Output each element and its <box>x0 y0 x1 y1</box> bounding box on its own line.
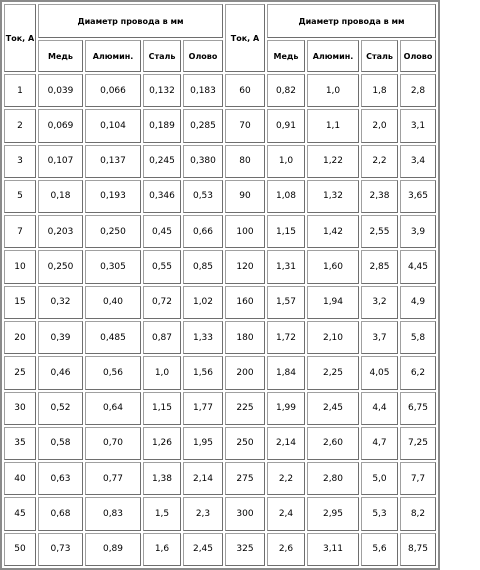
aluminium-cell-right: 2,80 <box>307 462 359 495</box>
copper-cell-right: 0,91 <box>267 109 305 142</box>
tin-cell-right: 7,7 <box>400 462 436 495</box>
current-cell-right: 300 <box>225 497 265 530</box>
tin-cell-right: 8,75 <box>400 533 436 566</box>
aluminium-cell-left: 0,250 <box>85 215 141 248</box>
current-cell-left: 1 <box>4 74 36 107</box>
current-cell-right: 225 <box>225 392 265 425</box>
tin-cell-left: 0,85 <box>183 250 223 283</box>
steel-cell-right: 2,2 <box>361 145 398 178</box>
material-header-copper-left: Медь <box>38 40 83 72</box>
steel-cell-right: 2,85 <box>361 250 398 283</box>
current-cell-right: 100 <box>225 215 265 248</box>
steel-cell-left: 1,15 <box>143 392 181 425</box>
table-row <box>4 109 436 142</box>
aluminium-cell-right: 1,22 <box>307 145 359 178</box>
copper-cell-left: 0,107 <box>38 145 83 178</box>
copper-cell-right: 1,72 <box>267 321 305 354</box>
current-cell-right: 250 <box>225 427 265 460</box>
steel-cell-right: 2,55 <box>361 215 398 248</box>
material-header-aluminium-left: Алюмин. <box>85 40 141 72</box>
steel-cell-right: 4,05 <box>361 356 398 389</box>
copper-cell-left: 0,73 <box>38 533 83 566</box>
steel-cell-left: 0,45 <box>143 215 181 248</box>
copper-cell-left: 0,250 <box>38 250 83 283</box>
aluminium-cell-left: 0,70 <box>85 427 141 460</box>
table-row <box>4 462 436 495</box>
copper-cell-left: 0,68 <box>38 497 83 530</box>
aluminium-cell-right: 1,42 <box>307 215 359 248</box>
copper-cell-left: 0,39 <box>38 321 83 354</box>
steel-cell-left: 0,87 <box>143 321 181 354</box>
tin-cell-right: 6,2 <box>400 356 436 389</box>
steel-cell-right: 1,8 <box>361 74 398 107</box>
current-cell-left: 20 <box>4 321 36 354</box>
current-cell-left: 7 <box>4 215 36 248</box>
current-cell-left: 5 <box>4 180 36 213</box>
material-header-steel-left: Сталь <box>143 40 181 72</box>
table-row <box>4 356 436 389</box>
current-cell-left: 40 <box>4 462 36 495</box>
tin-cell-right: 6,75 <box>400 392 436 425</box>
current-cell-right: 80 <box>225 145 265 178</box>
aluminium-cell-right: 1,32 <box>307 180 359 213</box>
steel-cell-right: 4,7 <box>361 427 398 460</box>
tin-cell-right: 3,4 <box>400 145 436 178</box>
material-header-steel-right: Сталь <box>361 40 398 72</box>
current-cell-left: 45 <box>4 497 36 530</box>
copper-cell-right: 1,15 <box>267 215 305 248</box>
aluminium-cell-right: 1,94 <box>307 286 359 319</box>
table-row <box>4 497 436 530</box>
tin-cell-right: 4,45 <box>400 250 436 283</box>
steel-cell-right: 4,4 <box>361 392 398 425</box>
aluminium-cell-right: 2,25 <box>307 356 359 389</box>
copper-cell-right: 2,2 <box>267 462 305 495</box>
copper-cell-left: 0,58 <box>38 427 83 460</box>
steel-cell-right: 3,2 <box>361 286 398 319</box>
tin-cell-left: 0,66 <box>183 215 223 248</box>
steel-cell-left: 0,189 <box>143 109 181 142</box>
copper-cell-right: 1,0 <box>267 145 305 178</box>
aluminium-cell-left: 0,64 <box>85 392 141 425</box>
tin-cell-left: 1,33 <box>183 321 223 354</box>
material-header-aluminium-right: Алюмин. <box>307 40 359 72</box>
steel-cell-left: 0,72 <box>143 286 181 319</box>
tin-cell-right: 8,2 <box>400 497 436 530</box>
aluminium-cell-left: 0,89 <box>85 533 141 566</box>
tin-cell-right: 3,9 <box>400 215 436 248</box>
table-header <box>4 4 436 72</box>
steel-cell-right: 5,3 <box>361 497 398 530</box>
tin-cell-right: 4,9 <box>400 286 436 319</box>
header-row-materials <box>4 40 436 72</box>
copper-cell-right: 0,82 <box>267 74 305 107</box>
steel-cell-left: 1,5 <box>143 497 181 530</box>
copper-cell-right: 1,57 <box>267 286 305 319</box>
current-cell-left: 15 <box>4 286 36 319</box>
header-row-groups <box>4 4 436 38</box>
copper-cell-left: 0,18 <box>38 180 83 213</box>
aluminium-cell-left: 0,83 <box>85 497 141 530</box>
tin-cell-right: 3,65 <box>400 180 436 213</box>
aluminium-cell-left: 0,40 <box>85 286 141 319</box>
copper-cell-left: 0,039 <box>38 74 83 107</box>
current-cell-left: 25 <box>4 356 36 389</box>
aluminium-cell-left: 0,305 <box>85 250 141 283</box>
table-row <box>4 180 436 213</box>
tin-cell-right: 3,1 <box>400 109 436 142</box>
material-header-tin-left: Олово <box>183 40 223 72</box>
steel-cell-right: 2,38 <box>361 180 398 213</box>
steel-cell-left: 0,132 <box>143 74 181 107</box>
diameter-group-header-right: Диаметр провода в мм <box>267 4 436 38</box>
current-cell-left: 2 <box>4 109 36 142</box>
tin-cell-right: 2,8 <box>400 74 436 107</box>
steel-cell-left: 1,26 <box>143 427 181 460</box>
tin-cell-left: 1,02 <box>183 286 223 319</box>
steel-cell-left: 0,346 <box>143 180 181 213</box>
tin-cell-left: 0,380 <box>183 145 223 178</box>
material-header-copper-right: Медь <box>267 40 305 72</box>
aluminium-cell-right: 2,45 <box>307 392 359 425</box>
steel-cell-right: 2,0 <box>361 109 398 142</box>
aluminium-cell-left: 0,193 <box>85 180 141 213</box>
current-header-left: Ток, А <box>4 4 36 72</box>
copper-cell-left: 0,203 <box>38 215 83 248</box>
copper-cell-right: 1,31 <box>267 250 305 283</box>
current-cell-right: 180 <box>225 321 265 354</box>
copper-cell-left: 0,63 <box>38 462 83 495</box>
aluminium-cell-right: 1,1 <box>307 109 359 142</box>
table-row <box>4 286 436 319</box>
aluminium-cell-right: 2,10 <box>307 321 359 354</box>
table-row <box>4 533 436 566</box>
diameter-group-header-left: Диаметр провода в мм <box>38 4 223 38</box>
current-cell-right: 90 <box>225 180 265 213</box>
copper-cell-right: 1,84 <box>267 356 305 389</box>
aluminium-cell-left: 0,77 <box>85 462 141 495</box>
tin-cell-left: 1,77 <box>183 392 223 425</box>
steel-cell-left: 1,6 <box>143 533 181 566</box>
aluminium-cell-left: 0,485 <box>85 321 141 354</box>
table-row <box>4 427 436 460</box>
copper-cell-left: 0,52 <box>38 392 83 425</box>
tin-cell-left: 2,45 <box>183 533 223 566</box>
current-cell-right: 70 <box>225 109 265 142</box>
steel-cell-right: 5,6 <box>361 533 398 566</box>
copper-cell-right: 1,08 <box>267 180 305 213</box>
copper-cell-right: 2,4 <box>267 497 305 530</box>
steel-cell-left: 0,55 <box>143 250 181 283</box>
current-cell-left: 10 <box>4 250 36 283</box>
tin-cell-left: 0,53 <box>183 180 223 213</box>
tin-cell-left: 0,285 <box>183 109 223 142</box>
copper-cell-right: 1,99 <box>267 392 305 425</box>
current-cell-right: 120 <box>225 250 265 283</box>
tin-cell-right: 5,8 <box>400 321 436 354</box>
copper-cell-left: 0,069 <box>38 109 83 142</box>
steel-cell-left: 1,0 <box>143 356 181 389</box>
tin-cell-left: 1,56 <box>183 356 223 389</box>
steel-cell-right: 5,0 <box>361 462 398 495</box>
aluminium-cell-right: 1,60 <box>307 250 359 283</box>
current-header-right: Ток, А <box>225 4 265 72</box>
copper-cell-left: 0,32 <box>38 286 83 319</box>
table-row <box>4 215 436 248</box>
table-body <box>4 74 436 566</box>
tin-cell-left: 2,14 <box>183 462 223 495</box>
current-cell-left: 3 <box>4 145 36 178</box>
aluminium-cell-left: 0,066 <box>85 74 141 107</box>
current-cell-left: 30 <box>4 392 36 425</box>
steel-cell-right: 3,7 <box>361 321 398 354</box>
aluminium-cell-left: 0,104 <box>85 109 141 142</box>
table-row <box>4 321 436 354</box>
current-cell-right: 275 <box>225 462 265 495</box>
current-cell-left: 35 <box>4 427 36 460</box>
aluminium-cell-left: 0,56 <box>85 356 141 389</box>
material-header-tin-right: Олово <box>400 40 436 72</box>
current-cell-left: 50 <box>4 533 36 566</box>
current-cell-right: 160 <box>225 286 265 319</box>
tin-cell-right: 7,25 <box>400 427 436 460</box>
table-row <box>4 74 436 107</box>
copper-cell-right: 2,14 <box>267 427 305 460</box>
table-row <box>4 145 436 178</box>
aluminium-cell-right: 3,11 <box>307 533 359 566</box>
aluminium-cell-right: 1,0 <box>307 74 359 107</box>
table-row <box>4 392 436 425</box>
table-row <box>4 250 436 283</box>
current-cell-right: 200 <box>225 356 265 389</box>
current-cell-right: 325 <box>225 533 265 566</box>
aluminium-cell-left: 0,137 <box>85 145 141 178</box>
steel-cell-left: 1,38 <box>143 462 181 495</box>
steel-cell-left: 0,245 <box>143 145 181 178</box>
tin-cell-left: 0,183 <box>183 74 223 107</box>
copper-cell-right: 2,6 <box>267 533 305 566</box>
tin-cell-left: 1,95 <box>183 427 223 460</box>
tin-cell-left: 2,3 <box>183 497 223 530</box>
current-cell-right: 60 <box>225 74 265 107</box>
aluminium-cell-right: 2,60 <box>307 427 359 460</box>
aluminium-cell-right: 2,95 <box>307 497 359 530</box>
copper-cell-left: 0,46 <box>38 356 83 389</box>
